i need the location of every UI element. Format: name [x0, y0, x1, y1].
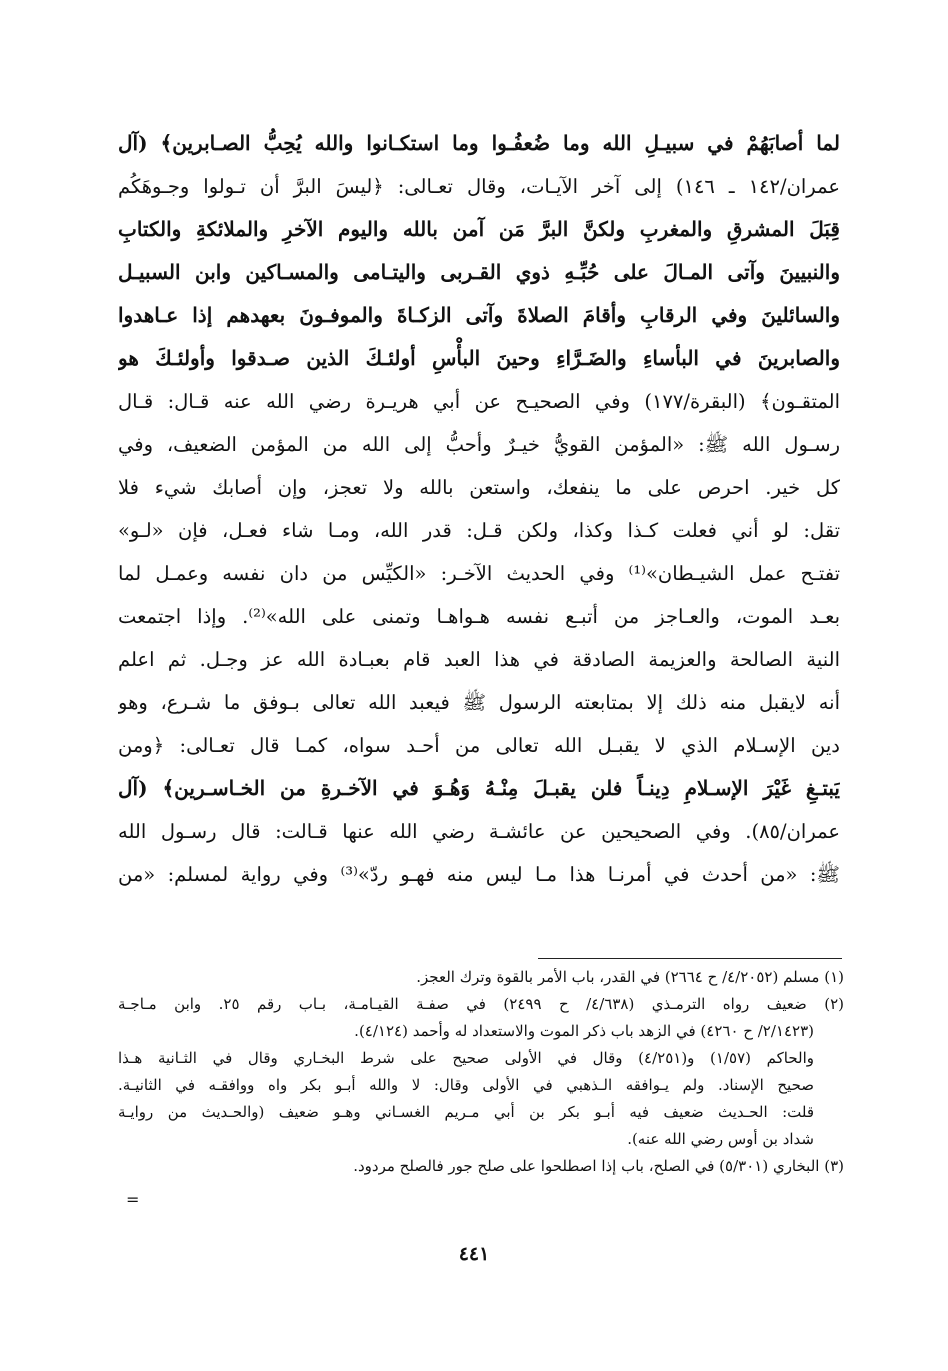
- text-line: تقل: لو أني فعلت كـذا وكذا، ولكن قـل: قدر الله، ومـا شاء فعـل، فإن «لـو»: [118, 519, 840, 542]
- text-line: رسـول الله ﷺ: «المؤمن القويُّ خيـرٌ وأحبُّ إلى الله من المؤمن الضعيف، وفي: [118, 433, 840, 456]
- footnote-line: قلت: الحـديث ضعيف فيه أبـو بكر بن أبي مـريم الغسـاني وهـو ضعيف (والحـديث من روايـة: [118, 1103, 814, 1121]
- text-line: يَبتـغِ غَيْرَ الإسـلامِ دِينـاً فلن يقبـلَ مِنْـهُ وَهُـوَ في الآخـرةِ من الخـاسـرين﴾ (آل: [118, 776, 840, 800]
- footnote-line: (١) مسلم (٤/٢٠٥٢/ ح ٢٦٦٤) في القدر، باب الأمر بالقوة وترك العجز.: [416, 968, 844, 986]
- text-line: والسائلينَ وفي الرقابِ وأقامَ الصلاةَ وآتى الزكـاةَ والموفـونَ بعهدهم إذا عـاهدوا: [118, 303, 840, 327]
- text-line: المتقـون﴾ (البقرة/١٧٧) وفي الصحيـح عن أبي هريـرة رضي الله عنه قـال: قـال: [118, 390, 840, 413]
- footnotes: [118, 964, 844, 1180]
- main-text: [118, 122, 840, 896]
- footnote-line: والحاكم (١/٥٧) و(٤/٢٥١) وقال في الأولى صحيح على شرط البخـاري وقال في الثـانية هـذا: [118, 1049, 814, 1067]
- text-line: ﷺ: «من أحدث في أمرنـا هذا مـا ليس منه فهـو ردّ»⁽³⁾ وفي رواية لمسلم: «من: [118, 863, 840, 886]
- text-line: دين الإسـلام الذي لا يقبـل الله تعالى من أحـد سواه، كمـا قال تعـالى: ﴿ومن: [118, 734, 840, 757]
- footnote-separator: [538, 958, 842, 959]
- footnote-line: شداد بن أوس رضي الله عنه).: [627, 1130, 814, 1148]
- footnote-line: (٣) البخاري (٥/٣٠١) في الصلح، باب إذا اصطلحوا على صلح جور فالصلح مردود.: [353, 1157, 844, 1175]
- footnote-line: (٢) ضعيف رواه الترمـذي (٤/٦٣٨/ ح ٢٤٩٩) في صفـة القيـامـة، بـاب رقم ٢٥. وابن مـاجـة: [118, 995, 844, 1013]
- text-line: بعـد الموت، والعـاجز من أتبـع نفسه هـواهـا وتمنى على الله»⁽²⁾. وإذا اجتمعت: [118, 605, 840, 628]
- text-line: كل خير. احرص على ما ينفعك، واستعن بالله ولا تعجز، وإن أصابك شيء فلا: [118, 476, 840, 499]
- text-line: والنبيينَ وآتى المـالَ على حُبِّـهِ ذوي القـربى واليتـامى والمسـاكين وابن السبيـل: [118, 260, 840, 284]
- text-line: والصابرينَ في البأساءِ والضَـرَّاءِ وحينَ البأْسِ أولئـكَ الذين صـدقوا وأولئـكَ هو: [118, 346, 840, 370]
- footnote-line: صحيح الإسناد. ولم يـوافقه الـذهبي في الأولى وقال: لا والله أبـو بكر واه ووافقـه في الثانيـة.: [118, 1076, 814, 1094]
- text-line: عمران/٨٥). وفي الصحيحين عن عائشـة رضي الله عنها قـالت: قال رسـول الله: [118, 820, 840, 843]
- text-line: أنه لايقبل منه ذلك إلا بمتابعته الرسول ﷺ فيعبد الله تعالى بـوفق ما شـرع، وهو: [118, 691, 840, 714]
- footnote-line: (٢/١٤٢٣/ ح ٤٢٦٠) في الزهد باب ذكر الموت والاستعداد له وأحمد (٤/١٢٤).: [354, 1022, 814, 1040]
- page-number: ٤٤١: [458, 1243, 490, 1265]
- text-line: النية الصالحة والعزيمة الصادقة في هذا العبد قام بعبـادة الله عز وجـل. ثم اعلم: [118, 648, 840, 671]
- text-line: قِبَلَ المشرقِ والمغربِ ولكنَّ البرَّ مَن آمن بالله واليوم الآخرِ والملائكةِ والكتابِ: [118, 217, 840, 241]
- text-line: عمران/١٤٢ ـ ١٤٦) إلى آخر الآيـات، وقال تعـالى: ﴿ليسَ البرَّ أن تـولوا وجـوهَكُم: [118, 175, 840, 198]
- text-line: لما أصابَهُمْ في سبيـلِ الله وما ضُعفُـوا وما استكـانوا والله يُحِبُّ الصـابرين﴾ (آل: [118, 131, 840, 155]
- continuation-mark: =: [126, 1190, 140, 1209]
- text-line: تفتـح عمل الشيـطان»⁽¹⁾ وفي الحديث الآخـر: «الكيِّس من دان نفسه وعمـل لما: [118, 562, 840, 585]
